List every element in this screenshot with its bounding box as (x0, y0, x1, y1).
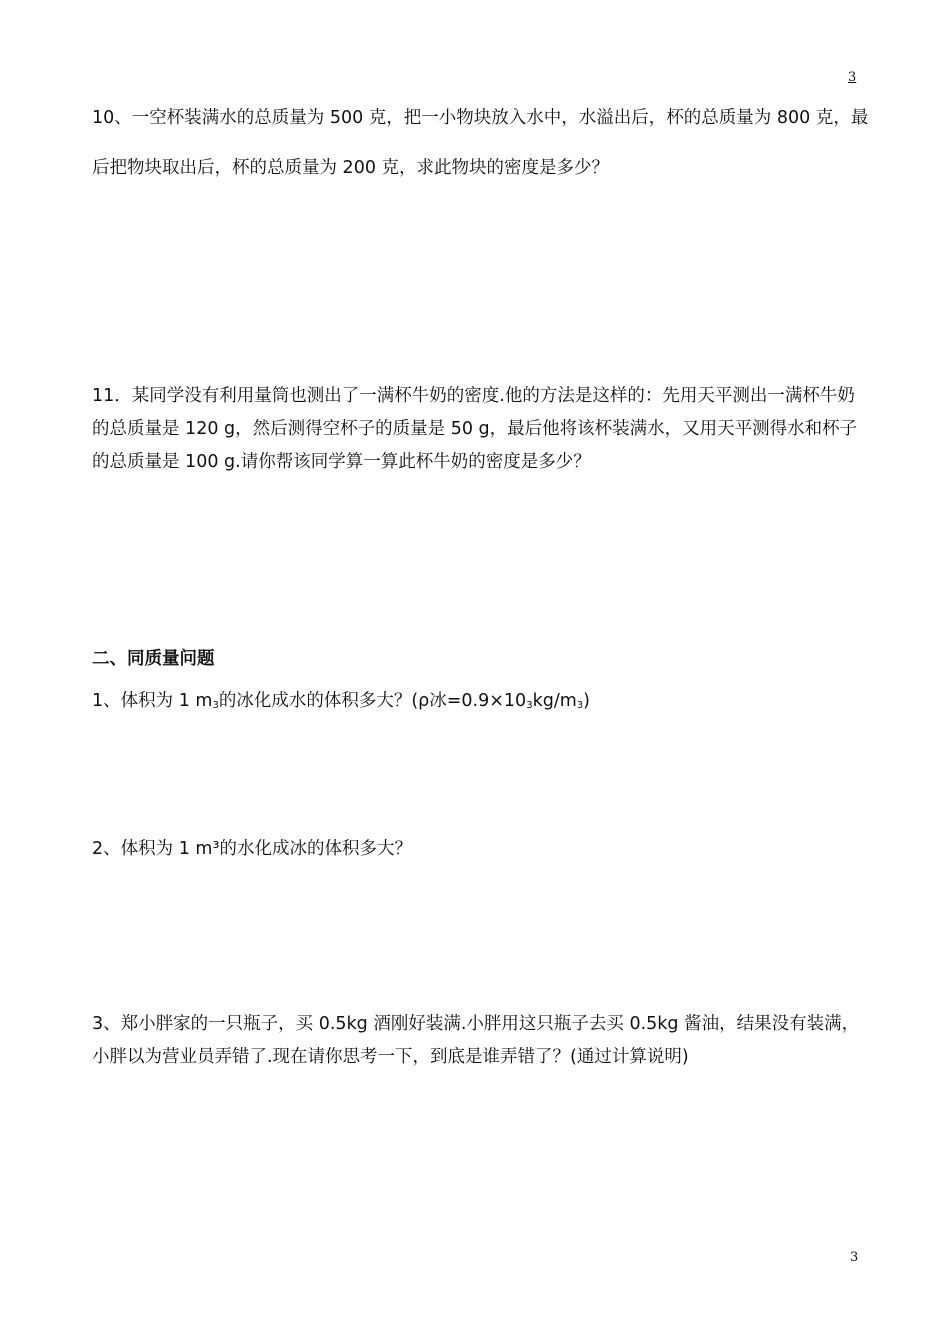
q1-sub-a: 3 (212, 700, 219, 711)
question-11: 11．某同学没有利用量筒也测出了一满杯牛奶的密度.他的方法是这样的：先用天平测出一满杯牛奶的总质量是 120 g，然后测得空杯子的质量是 50 g，最后他将该杯装满水，又用天平测得水和杯子的总质量是 100 g.请你帮该同学算一算此杯牛奶的密度是多少？ (92, 386, 858, 472)
page-number-bottom: 3 (850, 1250, 859, 1265)
page-number-top: 3 (848, 70, 857, 85)
q1-text-a: 1、体积为 1 m (92, 691, 213, 711)
q1-sub-c: 3 (576, 700, 584, 711)
q1-text-b: 的冰化成水的体积多大？(ρ冰=0.9×10 (218, 691, 527, 711)
q1-text-c: kg/m (532, 691, 577, 711)
section-heading: 二、同质量问题 (92, 649, 215, 669)
question-10: 10、一空杯装满水的总质量为 500 克，把一小物块放入水中，水溢出后，杯的总质量为 800 克，最后把物块取出后，杯的总质量为 200 克，求此物块的密度是多少？ (92, 108, 869, 178)
q1-sub-b: 3 (526, 700, 533, 711)
section2-question-1 (92, 688, 872, 719)
section2-question-3: 3、郑小胖家的一只瓶子，买 0.5kg 酒刚好装满.小胖用这只瓶子去买 0.5kg 酱油，结果没有装满，小胖以为营业员弄错了.现在请你思考一下，到底是谁弄错了？(通过计算说明) (92, 1014, 860, 1067)
section2-question-2: 2、体积为 1 m³的水化成冰的体积多大？ (92, 839, 412, 859)
q1-text-d: ) (583, 691, 590, 711)
